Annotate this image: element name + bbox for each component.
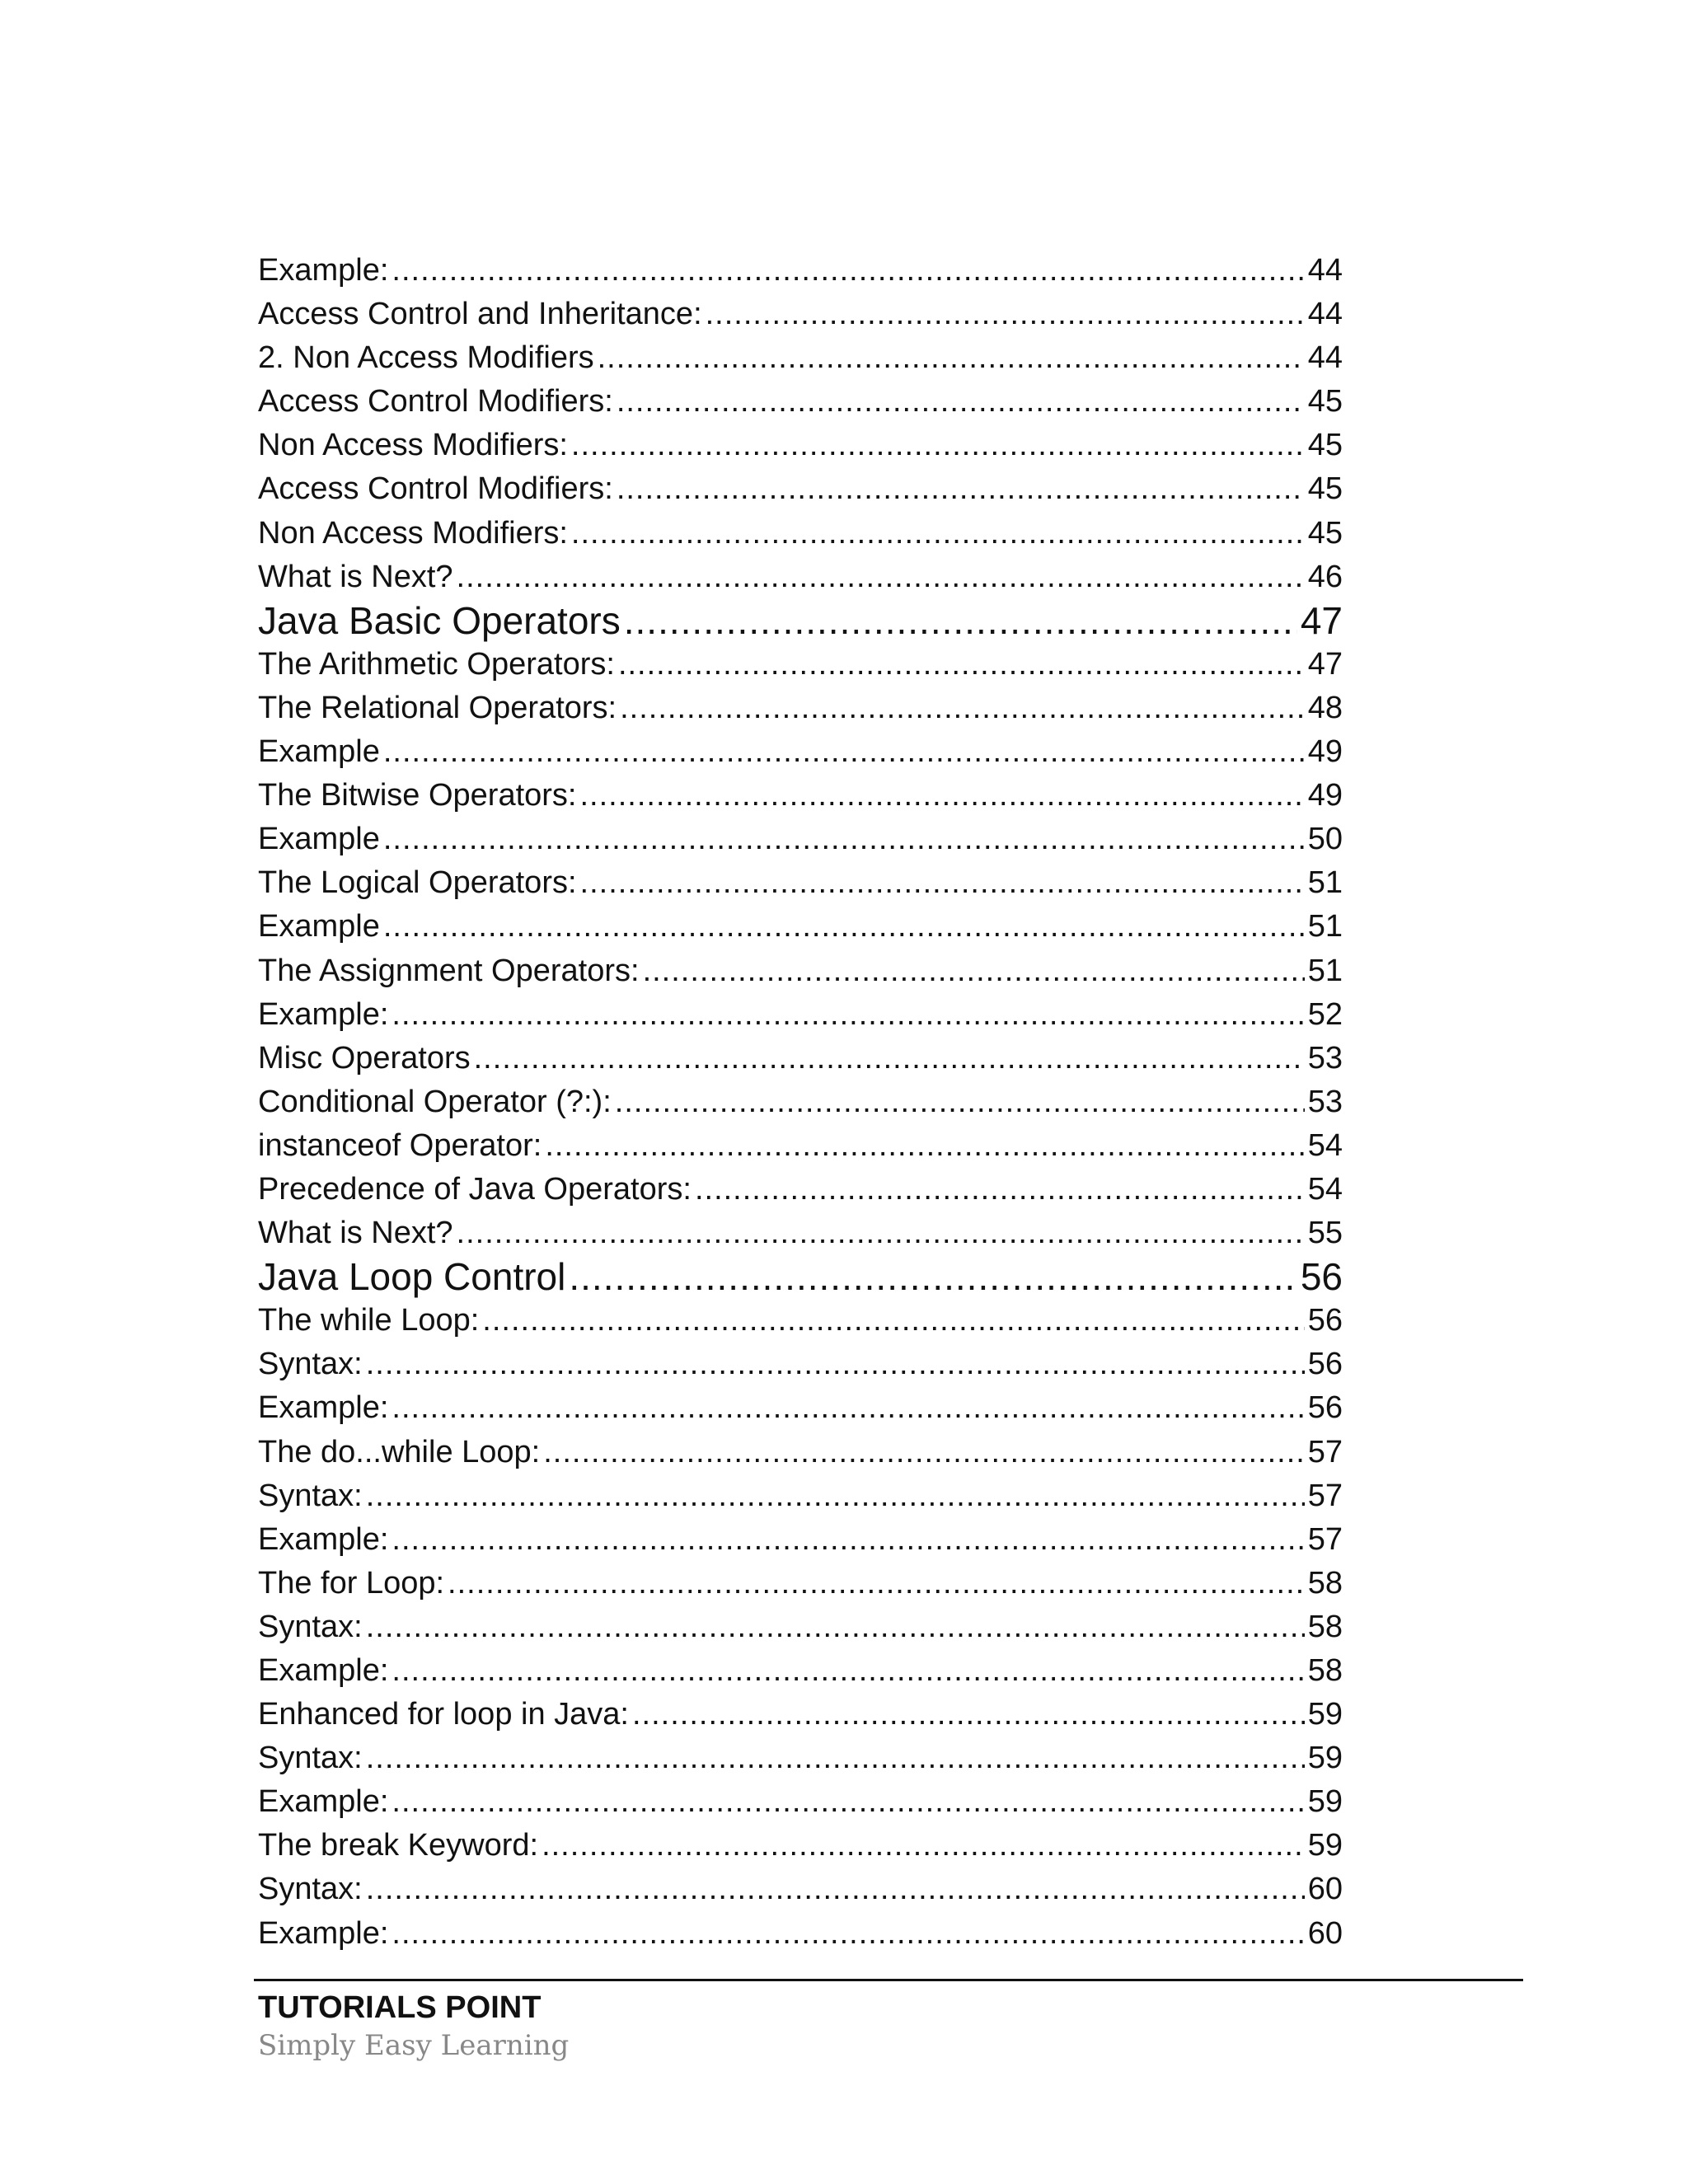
toc-page-number: 49 [1307,778,1343,813]
toc-entry-label: Conditional Operator (?:): [258,1084,612,1119]
toc-entry[interactable] [258,1736,1343,1780]
toc-page-number: 53 [1307,1040,1343,1076]
toc-entry-label: Example [258,734,380,770]
toc-entry-label: Syntax: [258,1741,363,1776]
toc-page-number: 58 [1307,1565,1343,1601]
dot-leader [482,1299,1304,1343]
dot-leader [695,1168,1305,1212]
toc-entry[interactable] [258,730,1343,774]
toc-page-number: 59 [1307,1697,1343,1732]
footer-divider [254,1979,1523,1981]
toc-entry[interactable] [258,1780,1343,1824]
dot-leader [392,993,1304,1037]
dot-leader [624,599,1297,643]
toc-page-number: 60 [1307,1872,1343,1907]
toc-page-number: 59 [1307,1741,1343,1776]
toc-entry[interactable] [258,1605,1343,1649]
toc-page-number: 47 [1307,646,1343,682]
toc-chapter-entry[interactable] [258,1255,1343,1299]
dot-leader [571,512,1305,555]
dot-leader [615,1080,1305,1124]
toc-entry-label: Syntax: [258,1872,363,1907]
dot-leader [706,293,1305,336]
dot-leader [383,730,1305,774]
toc-entry-label: The Bitwise Operators: [258,778,577,813]
toc-entry[interactable] [258,687,1343,730]
toc-page-number: 44 [1307,297,1343,332]
toc-entry-label: Misc Operators [258,1040,471,1076]
toc-entry[interactable] [258,424,1343,467]
toc-page-number: 56 [1307,1347,1343,1382]
toc-page-number: 57 [1307,1434,1343,1469]
toc-page-number: 54 [1307,1127,1343,1163]
toc-entry[interactable] [258,1649,1343,1693]
toc-chapter-entry[interactable] [258,599,1343,643]
toc-entry[interactable] [258,1474,1343,1518]
toc-entry-label: What is Next? [258,1216,453,1251]
dot-leader [620,687,1305,730]
dot-leader [392,1780,1304,1824]
toc-entry-label: Enhanced for loop in Java: [258,1697,629,1732]
toc-entry-label: The for Loop: [258,1565,445,1601]
toc-entry-label: The break Keyword: [258,1828,539,1863]
toc-entry-label: Access Control and Inheritance: [258,297,702,332]
dot-leader [448,1562,1305,1605]
toc-entry[interactable] [258,249,1343,293]
toc-entry[interactable] [258,949,1343,993]
toc-entry-label: Example: [258,1915,389,1951]
dot-leader [545,1124,1304,1168]
dot-leader [392,1386,1304,1430]
table-of-contents [258,249,1343,1956]
toc-page-number: 58 [1307,1653,1343,1688]
toc-page-number: 47 [1300,598,1343,642]
toc-entry[interactable] [258,1343,1343,1386]
dot-leader [643,949,1305,993]
toc-page-number: 57 [1307,1521,1343,1557]
toc-page-number: 53 [1307,1084,1343,1119]
dot-leader [571,424,1305,467]
toc-entry[interactable] [258,1562,1343,1605]
toc-entry-label: Example: [258,1784,389,1820]
toc-entry[interactable] [258,1299,1343,1343]
toc-entry-label: Precedence of Java Operators: [258,1171,692,1207]
toc-entry-label: instanceof Operator: [258,1127,542,1163]
toc-entry[interactable] [258,1518,1343,1562]
toc-entry-label: Example: [258,1653,389,1688]
toc-entry-label: Access Control Modifiers: [258,384,613,419]
dot-leader [383,818,1305,861]
toc-page-number: 50 [1307,822,1343,857]
toc-entry-label: Syntax: [258,1609,363,1644]
toc-entry-label: The while Loop: [258,1303,480,1338]
toc-page-number: 45 [1307,384,1343,419]
dot-leader [542,1824,1305,1868]
toc-page-number: 54 [1307,1171,1343,1207]
toc-entry-label: The Arithmetic Operators: [258,646,615,682]
toc-entry[interactable] [258,467,1343,511]
toc-entry[interactable] [258,336,1343,380]
dot-leader [392,1649,1304,1693]
toc-entry[interactable] [258,555,1343,599]
toc-entry[interactable] [258,1824,1343,1868]
toc-page-number: 60 [1307,1915,1343,1951]
toc-entry-label: Syntax: [258,1478,363,1513]
dot-leader [392,249,1304,293]
toc-entry[interactable] [258,1080,1343,1124]
dot-leader [617,467,1305,511]
toc-entry[interactable] [258,643,1343,687]
dot-leader [366,1474,1305,1518]
toc-page-number: 57 [1307,1478,1343,1513]
toc-page-number: 46 [1307,559,1343,594]
toc-entry[interactable] [258,293,1343,336]
toc-entry-label: Example [258,822,380,857]
toc-entry-label: Example [258,909,380,944]
toc-entry-label: The do...while Loop: [258,1434,541,1469]
toc-entry-label: What is Next? [258,559,453,594]
dot-leader [457,1212,1305,1255]
toc-page-number: 45 [1307,428,1343,463]
toc-entry-label: Example: [258,1390,389,1426]
dot-leader [366,1868,1305,1911]
dot-leader [474,1037,1305,1080]
toc-entry[interactable] [258,818,1343,861]
toc-entry[interactable] [258,380,1343,424]
dot-leader [543,1431,1304,1474]
toc-entry[interactable] [258,774,1343,818]
toc-page-number: 44 [1307,253,1343,288]
dot-leader [598,336,1305,380]
dot-leader [617,380,1305,424]
toc-page-number: 49 [1307,734,1343,770]
toc-entry-label: Example: [258,253,389,288]
toc-entry-label: Example: [258,996,389,1032]
toc-entry-label: The Assignment Operators: [258,953,640,988]
toc-page-number: 51 [1307,953,1343,988]
toc-entry-label: The Logical Operators: [258,865,577,901]
toc-page-number: 52 [1307,996,1343,1032]
toc-entry[interactable] [258,1386,1343,1430]
toc-entry[interactable] [258,993,1343,1037]
toc-page-number: 51 [1307,865,1343,901]
dot-leader [392,1518,1304,1562]
toc-entry-label: Example: [258,1521,389,1557]
dot-leader [366,1605,1305,1649]
toc-page-number: 56 [1300,1255,1343,1299]
toc-page-number: 55 [1307,1216,1343,1251]
toc-entry[interactable] [258,1693,1343,1736]
toc-entry-label: Java Basic Operators [258,598,621,642]
dot-leader [366,1736,1305,1780]
toc-page-number: 59 [1307,1784,1343,1820]
toc-entry[interactable] [258,1431,1343,1474]
toc-entry[interactable] [258,512,1343,555]
footer-tagline: Simply Easy Learning [258,2029,570,2062]
toc-page-number: 45 [1307,471,1343,507]
dot-leader [457,555,1305,599]
toc-entry-label: Syntax: [258,1347,363,1382]
toc-entry[interactable] [258,1912,1343,1956]
toc-entry[interactable] [258,1124,1343,1168]
toc-entry[interactable] [258,1868,1343,1911]
toc-entry-label: The Relational Operators: [258,690,617,725]
dot-leader [618,643,1305,687]
dot-leader [580,861,1305,905]
toc-page-number: 48 [1307,690,1343,725]
toc-entry-label: Non Access Modifiers: [258,515,568,551]
toc-entry-label: Java Loop Control [258,1255,566,1299]
toc-entry-label: Non Access Modifiers: [258,428,568,463]
toc-page-number: 45 [1307,515,1343,551]
toc-page-number: 51 [1307,909,1343,944]
toc-entry[interactable] [258,905,1343,949]
toc-page-number: 58 [1307,1609,1343,1644]
toc-entry-label: Access Control Modifiers: [258,471,613,507]
dot-leader [632,1693,1305,1736]
toc-entry[interactable] [258,1168,1343,1212]
toc-page-number: 56 [1307,1390,1343,1426]
toc-page-number: 44 [1307,340,1343,376]
footer-brand: TUTORIALS POINT [258,1990,542,2025]
toc-page-number: 59 [1307,1828,1343,1863]
dot-leader [366,1343,1305,1386]
toc-entry[interactable] [258,861,1343,905]
toc-page-number: 56 [1307,1303,1343,1338]
dot-leader [383,905,1305,949]
dot-leader [569,1255,1296,1299]
toc-entry[interactable] [258,1212,1343,1255]
toc-entry[interactable] [258,1037,1343,1080]
dot-leader [579,774,1304,818]
dot-leader [392,1912,1304,1956]
toc-entry-label: 2. Non Access Modifiers [258,340,594,376]
